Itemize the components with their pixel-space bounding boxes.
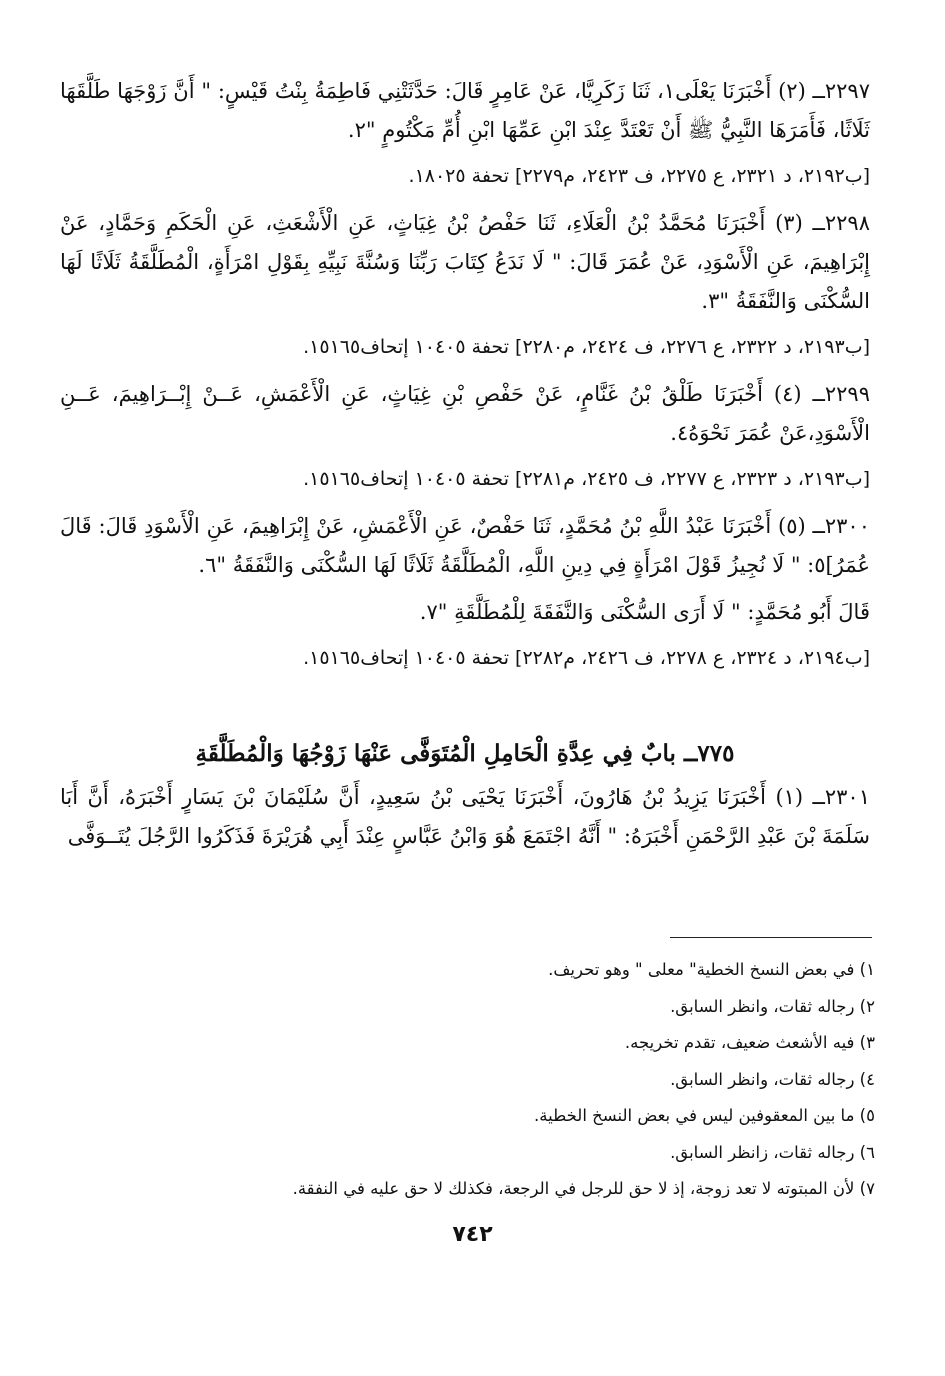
footnote-2: ٢) رجاله ثقات، وانظر السابق. (670, 996, 875, 1016)
hadith-2299-reference: [ب٢١٩٣، د ٢٣٢٣، ع ٢٢٧٧، ف ٢٤٢٥، م٢٢٨١] تحفة ١٠٤٠٥ إتحاف١٥١٦٥. (303, 468, 870, 490)
hadith-2299: ٢٢٩٩ــ (٤) أَخْبَرَنَا طَلْقُ بْنُ غَنَّامٍ، عَنْ حَفْصِ بْنِ غِيَاثٍ، عَنِ الْأَعْمَشِ، عَــنْ إِبْــرَاهِيمَ، عَــنِ الْأَسْوَدِ،عَنْ عُمَرَ نَحْوَهُ٤. (60, 382, 870, 445)
footnote-1: ١) في بعض النسخ الخطية" معلى " وهو تحريف. (548, 960, 875, 979)
footnote-separator (670, 937, 872, 938)
footnote-6: ٦) رجاله ثقات، زانظر السابق. (670, 1142, 875, 1162)
hadith-2298-reference: [ب٢١٩٣، د ٢٣٢٢، ع ٢٢٧٦، ف ٢٤٢٤، م٢٢٨٠] تحفة ١٠٤٠٥ إتحاف١٥١٦٥. (303, 336, 870, 358)
hadith-2300-reference: [ب٢١٩٤، د ٢٣٢٤، ع ٢٢٧٨، ف ٢٤٢٦، م٢٢٨٢] تحفة ١٠٤٠٥ إتحاف١٥١٦٥. (303, 647, 870, 669)
footnote-3: ٣) فيه الأشعث ضعيف، تقدم تخريجه. (624, 1033, 875, 1052)
footnote-5: ٥) ما بين المعقوفين ليس في بعض النسخ الخطية. (534, 1106, 875, 1125)
hadith-2297-reference: [ب٢١٩٢، د ٢٣٢١، ع ٢٢٧٥، ف ٢٤٢٣، م٢٢٧٩] تحفة ١٨٠٢٥. (408, 165, 870, 187)
hadith-2300: ٢٣٠٠ــ (٥) أَخْبَرَنَا عَبْدُ اللَّهِ بْنُ مُحَمَّدٍ، ثَنَا حَفْصٌ، عَنِ الْأَعْمَشِ، عَنْ إِبْرَاهِيمَ، عَنِ الْأَسْوَدِ قَالَ: قَالَ عُمَرُ]٥: " لَا نُجِيزُ قَوْلَ امْرَأَةٍ فِي دِينِ اللَّهِ، الْمُطَلَّقَةُ ثَلَاثًا لَهَا السُّكْنَى وَالنَّفَقَةُ "٦. (60, 514, 870, 577)
main-text (60, 72, 870, 864)
footnote-4: ٤) رجاله ثقات، وانظر السابق. (670, 1069, 875, 1089)
footnote-7: ٧) لأن المبتوته لا تعد زوجة، إذ لا حق للرجل في الرجعة، فكذلك لا حق عليه في النفقة. (292, 1179, 875, 1198)
hadith-2297: ٢٢٩٧ــ (٢) أَخْبَرَنَا يَعْلَى١، ثَنَا زَكَرِيَّا، عَنْ عَامِرٍ قَالَ: حَدَّثَتْنِي فَاطِمَةُ بِنْتُ قَيْسٍ: " أَنَّ زَوْجَهَا طَلَّقَهَا ثَلَاثًا، فَأَمَرَهَا النَّبِيُّ ﷺ أَنْ تَعْتَدَّ عِنْدَ ابْنِ عَمِّهَا ابْنِ أُمِّ مَكْتُومٍ "٢. (60, 79, 870, 142)
hadith-2298: ٢٢٩٨ــ (٣) أَخْبَرَنَا مُحَمَّدُ بْنُ الْعَلَاءِ، ثَنَا حَفْصُ بْنُ غِيَاثٍ، عَنِ الْأَشْعَثِ، عَنِ الْحَكَمِ وَحَمَّادٍ، عَنْ إِبْرَاهِيمَ، عَنِ الْأَسْوَدِ، عَنْ عُمَرَ قَالَ: " لَا نَدَعُ كِتَابَ رَبِّنَا وَسُنَّةَ نَبِيِّهِ بِقَوْلِ امْرَأَةٍ، الْمُطَلَّقَةُ ثَلَاثًا لَهَا السُّكْنَى وَالنَّفَقَةُ "٣. (60, 211, 870, 313)
page-number: ٧٤٢ (452, 1222, 493, 1247)
chapter-heading: ٧٧٥ــ بابٌ فِي عِدَّةِ الْحَامِلِ الْمُتَوَفَّى عَنْهَا زَوْجُهَا وَالْمُطَلَّقَةِ (195, 740, 735, 767)
hadith-2301: ٢٣٠١ــ (١) أَخْبَرَنَا يَزِيدُ بْنُ هَارُونَ، أَخْبَرَنَا يَحْيَى بْنُ سَعِيدٍ، أَنَّ سُلَيْمَانَ بْنَ يَسَارٍ أَخْبَرَهُ، أَنَّ أَبَا سَلَمَةَ بْنَ عَبْدِ الرَّحْمَنِ أَخْبَرَهُ: " أَنَّهُ اجْتَمَعَ هُوَ وَابْنُ عَبَّاسٍ عِنْدَ أَبِي هُرَيْرَةَ فَذَكَرُوا الرَّجُلَ يُتَــوَفَّى (60, 785, 870, 848)
hadith-2300-comment: قَالَ أَبُو مُحَمَّدٍ: " لَا أَرَى السُّكْنَى وَالنَّفَقَةَ لِلْمُطَلَّقَةِ "٧. (419, 600, 870, 624)
footnotes (120, 952, 875, 1208)
